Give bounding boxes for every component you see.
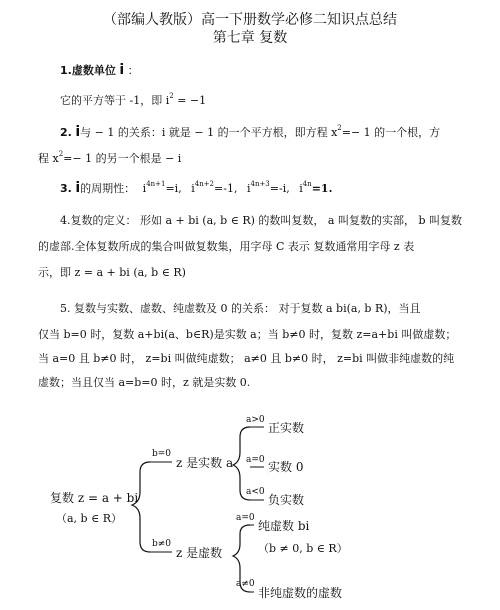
condition-b-zero: b=0 bbox=[152, 449, 172, 459]
pure-imaginary-sub-label: （b ≠ 0, b ∈ R） bbox=[258, 542, 348, 555]
section-4-line-1: 4.复数的定义： 形如 a + bi (a, b ∈ R) 的数叫复数， a 叫复数的实部， b 叫复数 bbox=[60, 214, 462, 227]
section-3 bbox=[60, 180, 332, 196]
complex-number-classification-diagram bbox=[0, 410, 500, 610]
section-4-line-3: 示，即 z = a + bi (a, b ∈ R) bbox=[38, 266, 186, 279]
section-5-line-3: 当 a=0 且 b≠0 时， z=bi 叫做纯虚数； a≠0 且 b≠0 时， z=bi 叫做非纯虚数的纯 bbox=[38, 352, 455, 365]
section-1-text: 它的平方等于 -1，即 i bbox=[60, 94, 170, 107]
condition-a-positive: a>0 bbox=[246, 415, 265, 425]
chapter-title: 第七章 复数 bbox=[212, 30, 288, 46]
section-5-line-1: 5. 复数与实数、虚数、纯虚数及 0 的关系： 对于复数 a bi(a, b R)，当且 bbox=[60, 302, 421, 315]
imaginary-label: z 是虚数 bbox=[176, 546, 223, 560]
section-1-colon: ： bbox=[127, 64, 139, 77]
section-1-label: 1.虚数单位 bbox=[60, 64, 116, 77]
main-brace bbox=[132, 462, 150, 552]
condition-a-zero-imag: a=0 bbox=[236, 513, 255, 523]
root-label: 复数 z = a + bi bbox=[50, 491, 139, 505]
page-title: （部编人教版）高一下册数学必修二知识点总结 bbox=[103, 12, 397, 28]
section-2-number: 2. bbox=[60, 126, 72, 139]
positive-real-label: 正实数 bbox=[268, 421, 305, 435]
non-pure-imaginary-label: 非纯虚数的虚数 bbox=[258, 586, 343, 600]
period-term-2: $i^{4n+2}=-1$, bbox=[191, 180, 238, 195]
section-2-line-1 bbox=[60, 124, 440, 140]
section-2-tail: =− 1 的一个根，方 bbox=[341, 126, 441, 139]
section-1 bbox=[60, 62, 139, 78]
section-2-l2a: 程 x bbox=[38, 152, 59, 165]
real-zero-label: 实数 0 bbox=[268, 460, 304, 474]
section-1-tail: = −1 bbox=[173, 94, 207, 107]
section-2-line-2 bbox=[38, 150, 181, 166]
section-5-line-4: 虚数；当且仅当 a=b=0 时，z 就是实数 0. bbox=[38, 376, 251, 389]
section-4-line-2: 的虚部.全体复数所成的集合叫做复数集，用字母 C 表示 复数通常用字母 z 表 bbox=[38, 240, 415, 253]
imaginary-unit-symbol: i bbox=[119, 62, 125, 78]
section-1-sup: 2 bbox=[169, 92, 174, 100]
section-2-i: i bbox=[75, 124, 81, 140]
condition-a-nonzero: a≠0 bbox=[236, 579, 255, 589]
period-term-1: $i^{4n+1}=i$, bbox=[142, 180, 182, 195]
section-3-i: i bbox=[75, 180, 81, 196]
section-2-mid: 与 − 1 的关系：i 就是 − 1 的一个平方根，即方程 x bbox=[80, 126, 338, 139]
section-3-number: 3. bbox=[60, 182, 72, 195]
section-2-sup-2: 2 bbox=[58, 150, 64, 158]
condition-a-negative: a<0 bbox=[246, 487, 265, 497]
condition-a-zero: a=0 bbox=[246, 455, 265, 465]
root-sub-label: （a, b ∈ R） bbox=[56, 512, 123, 525]
section-2-sup-1: 2 bbox=[337, 124, 342, 132]
period-term-4: $i^{4n}=1$. bbox=[299, 180, 333, 195]
section-3-label: 的周期性： bbox=[80, 182, 136, 195]
negative-real-label: 负实数 bbox=[268, 493, 305, 507]
period-term-3: $i^{4n+3}=-i$, bbox=[246, 180, 290, 195]
condition-b-nonzero: b≠0 bbox=[152, 539, 172, 549]
section-5-line-2: 仅当 b=0 时，复数 a+bi(a、b∈R)是实数 a；当 b≠0 时，复数 z=a+bi 叫做虚数； bbox=[38, 328, 457, 341]
pure-imaginary-label: 纯虚数 bi bbox=[258, 519, 310, 533]
real-label: z 是实数 a bbox=[176, 456, 234, 470]
section-1-body bbox=[60, 92, 206, 108]
section-2-l2b: =− 1 的另一个根是 − i bbox=[63, 152, 182, 165]
